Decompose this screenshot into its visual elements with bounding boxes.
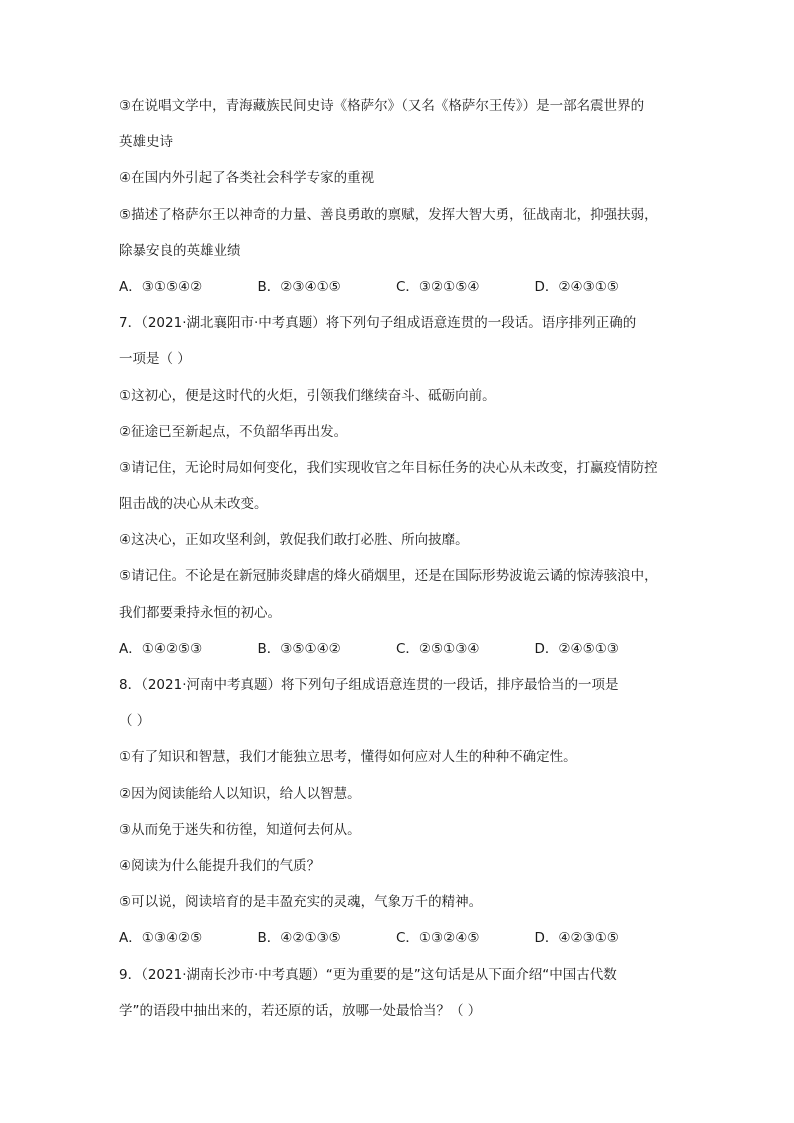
question-stem-q7: 一项是（ ） [119, 351, 191, 368]
sentence-item: ④这决心，正如攻坚利剑，敦促我们敢打必胜、所向披靡。 [119, 532, 469, 549]
page-content [119, 88, 679, 1029]
option-b: B．④②①③⑤ [257, 930, 341, 947]
sentence-item: ③从而免于迷失和彷徨，知道何去何从。 [119, 821, 361, 838]
option-c: C．③②①⑤④ [396, 278, 480, 295]
sentence-item: 阻击战的决心从未改变。 [119, 496, 268, 513]
option-b: B．③⑤①④② [257, 640, 341, 657]
text-line: 除暴安良的英雄业绩 [119, 242, 241, 259]
question-stem-q8: （ ） [119, 713, 151, 730]
sentence-item: ⑤可以说，阅读培育的是丰盈充实的灵魂，气象万千的精神。 [119, 894, 483, 911]
option-c: C．①③②④⑤ [396, 930, 480, 947]
option-a: A．③①⑤④② [119, 278, 203, 295]
sentence-item: ②征途已至新起点，不负韶华再出发。 [119, 423, 348, 440]
text-line: ③在说唱文学中，青海藏族民间史诗《格萨尔》（又名《格萨尔王传》）是一部名震世界的 [119, 98, 645, 114]
sentence-item: ④阅读为什么能提升我们的气质？ [119, 857, 321, 874]
question-stem-q8: 8．（2021·河南中考真题）将下列句子组成语意连贯的一段话，排序最恰当的一项是 [119, 677, 619, 693]
option-d: D．②④③①⑤ [534, 278, 619, 295]
option-d: D．②④⑤①③ [534, 640, 619, 657]
option-b: B．②③④①⑤ [257, 278, 341, 295]
text-line: 英雄史诗 [119, 134, 173, 151]
answer-options-q8 [119, 920, 679, 956]
sentence-item: ⑤请记住。不论是在新冠肺炎肆虐的烽火硝烟里，还是在国际形势波诡云谲的惊涛骇浪中， [119, 568, 658, 585]
option-a: A．①③④②⑤ [119, 930, 203, 947]
sentence-item: ③请记住，无论时局如何变化，我们实现收官之年目标任务的决心从未改变，打赢疫情防控 [119, 459, 658, 476]
sentence-item: ②因为阅读能给人以知识，给人以智慧。 [119, 785, 361, 802]
sentence-item: ①这初心，便是这时代的火炬，引领我们继续奋斗、砥砺向前。 [119, 387, 496, 404]
sentence-item: ①有了知识和智慧，我们才能独立思考，懂得如何应对人生的种种不确定性。 [119, 749, 577, 766]
option-d: D．④②③①⑤ [534, 930, 619, 947]
option-a: A．①④②⑤③ [119, 640, 203, 657]
question-stem-q9: 学”的语段中抽出来的，若还原的话，放哪一处最恰当？（ ） [119, 1002, 482, 1019]
sentence-item: 我们都要秉持永恒的初心。 [119, 604, 281, 621]
answer-options-q6 [119, 269, 679, 305]
question-stem-q7: 7．（2021·湖北襄阳市·中考真题）将下列句子组成语意连贯的一段话。语序排列正确的 [119, 315, 637, 332]
question-stem-q9: 9．（2021·湖南长沙市·中考真题）“更为重要的是”这句话是从下面介绍“中国古代数 [119, 966, 617, 983]
text-line: ⑤描述了格萨尔王以神奇的力量、善良勇敢的禀赋，发挥大智大勇，征战南北，抑强扶弱， [119, 206, 658, 223]
option-c: C．②⑤①③④ [396, 640, 480, 657]
text-line: ④在国内外引起了各类社会科学专家的重视 [119, 170, 375, 187]
answer-options-q7 [119, 631, 679, 667]
